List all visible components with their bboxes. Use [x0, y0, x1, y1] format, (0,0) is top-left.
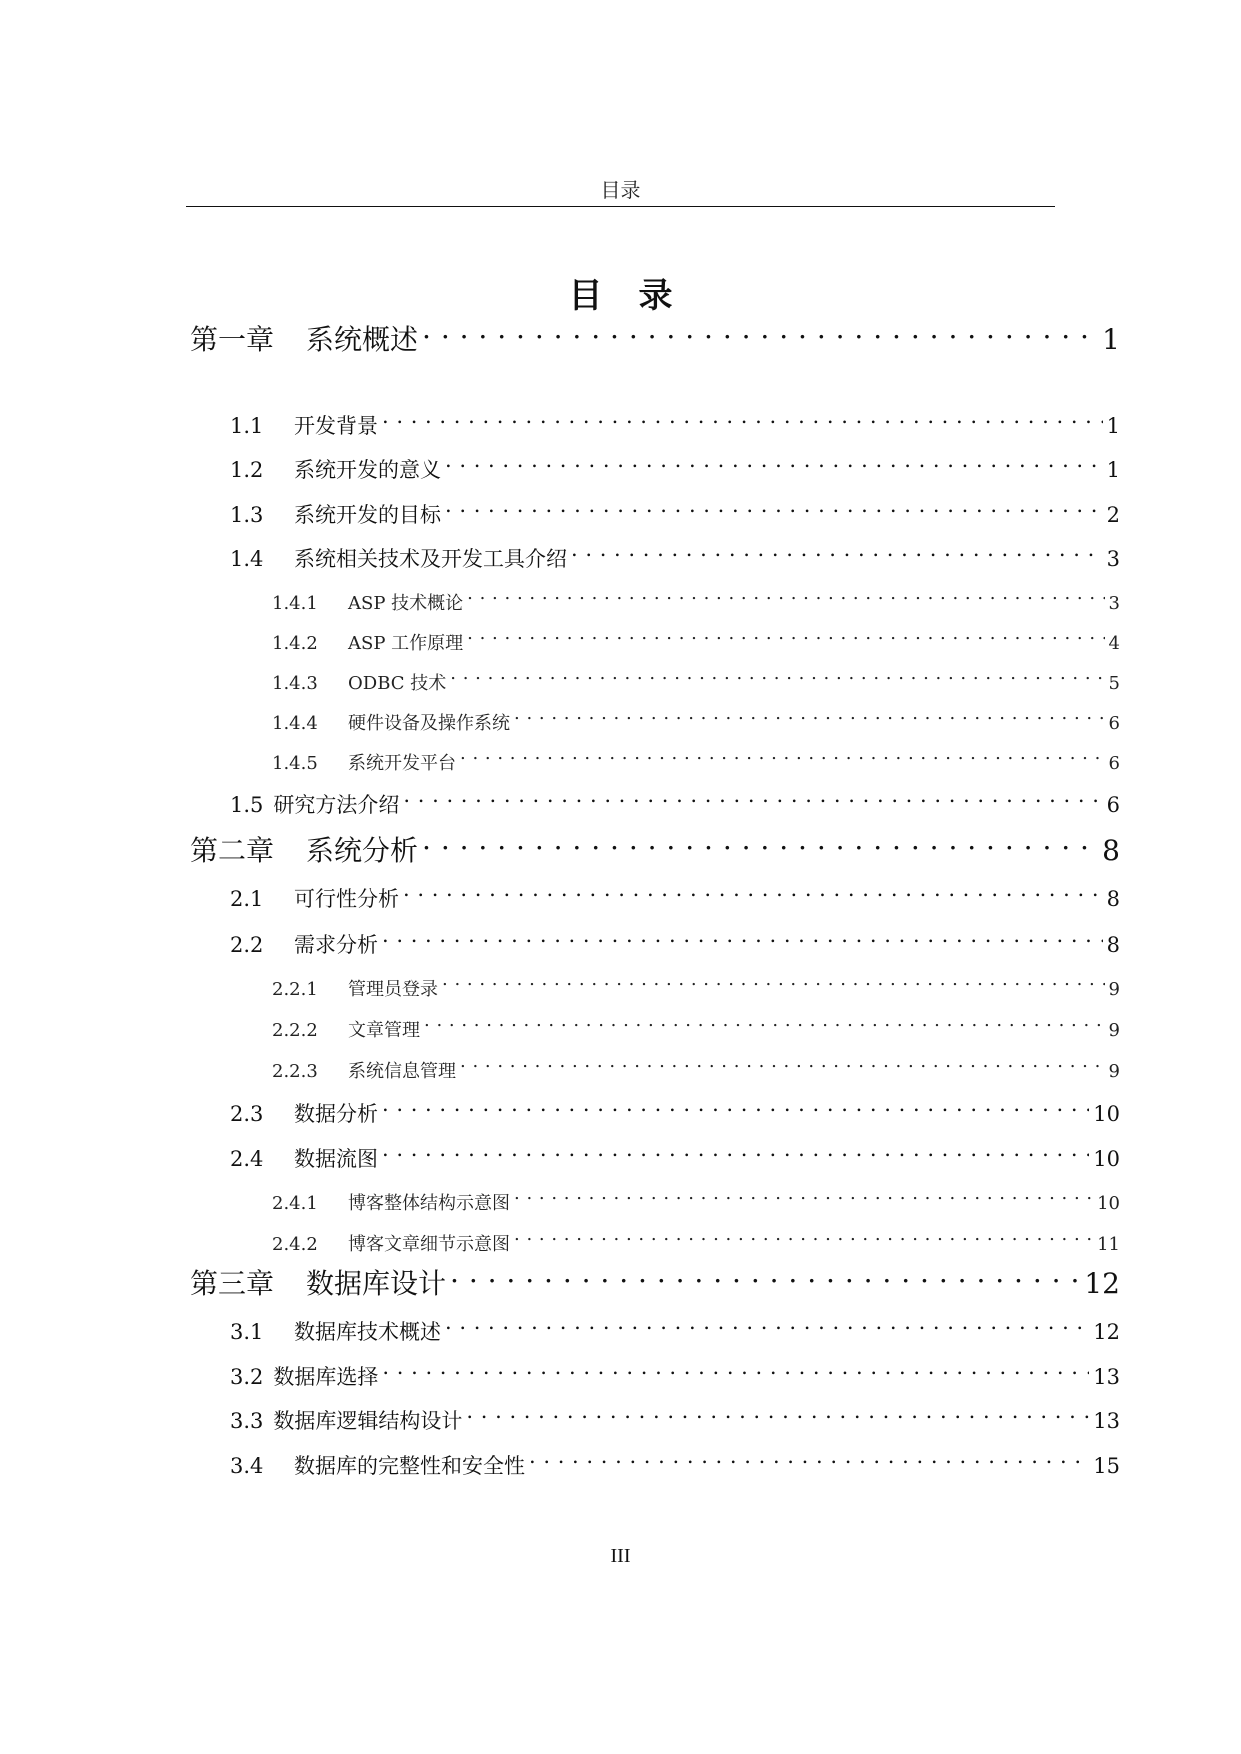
toc-leader-dots	[467, 591, 1104, 609]
toc-section-entry[interactable]	[230, 1097, 1120, 1131]
toc-entry-number: 第三章	[190, 1267, 275, 1300]
toc-entry-number: 1.4	[230, 547, 264, 571]
toc-subsection-entry[interactable]	[272, 1230, 1120, 1260]
toc-section-entry[interactable]	[230, 788, 1120, 822]
toc-section-entry[interactable]	[230, 928, 1120, 962]
toc-entry-label: 系统开发的目标	[294, 503, 441, 527]
toc-entry-page: 8	[1106, 933, 1120, 957]
toc-chapter-entry[interactable]	[190, 320, 1120, 360]
toc-entry-number: 2.3	[230, 1102, 264, 1126]
toc-section-entry[interactable]	[230, 1360, 1120, 1394]
toc-entry-label: 数据库技术概述	[294, 1320, 441, 1344]
toc-entry-number: 1.5	[230, 793, 264, 817]
toc-entry-page: 2	[1106, 503, 1120, 527]
toc-leader-dots	[422, 321, 1098, 349]
toc-entry-number: 2.2.1	[272, 979, 318, 1000]
toc-leader-dots	[450, 1265, 1080, 1293]
toc-leader-dots	[445, 1318, 1089, 1339]
toc-subsection-entry[interactable]	[272, 709, 1120, 739]
toc-entry-page: 8	[1106, 887, 1120, 911]
toc-entry-number: 2.1	[230, 887, 264, 911]
toc-entry-label: 系统分析	[306, 834, 419, 867]
toc-entry-page: 10	[1097, 1193, 1120, 1214]
toc-entry-page: 6	[1108, 753, 1120, 774]
toc-entry-page: 6	[1106, 793, 1120, 817]
toc-entry-number: 1.2	[230, 458, 264, 482]
toc-leader-dots	[467, 631, 1104, 649]
toc-entry-page: 10	[1093, 1147, 1120, 1171]
toc-entry-label: 系统相关技术及开发工具介绍	[294, 547, 567, 571]
toc-entry-label: ASP 工作原理	[348, 633, 464, 654]
toc-leader-dots	[514, 1232, 1093, 1250]
toc-subsection-entry[interactable]	[272, 975, 1120, 1005]
toc-leader-dots	[382, 931, 1103, 952]
toc-entry-label: 管理员登录	[348, 979, 438, 1000]
toc-leader-dots	[403, 791, 1102, 812]
toc-leader-dots	[424, 1018, 1105, 1036]
toc-entry-label: 博客文章细节示意图	[348, 1234, 510, 1255]
toc-leader-dots	[450, 671, 1104, 689]
toc-entry-page: 13	[1093, 1409, 1120, 1433]
toc-entry-page: 12	[1084, 1267, 1120, 1300]
toc-entry-number: 2.4	[230, 1147, 264, 1171]
toc-entry-label: 开发背景	[294, 414, 378, 438]
toc-leader-dots	[514, 711, 1105, 729]
toc-section-entry[interactable]	[230, 1315, 1120, 1349]
toc-entry-number: 2.2	[230, 933, 264, 957]
toc-entry-number: 1.1	[230, 414, 264, 438]
toc-subsection-entry[interactable]	[272, 669, 1120, 699]
toc-chapter-entry[interactable]	[190, 831, 1120, 871]
toc-entry-page: 3	[1108, 593, 1120, 614]
toc-entry-page: 9	[1108, 1020, 1120, 1041]
toc-entry-label: ASP 技术概论	[348, 593, 464, 614]
toc-entry-number: 2.2.3	[272, 1061, 318, 1082]
toc-entry-page: 12	[1093, 1320, 1120, 1344]
toc-leader-dots	[382, 1145, 1089, 1166]
toc-entry-label: 数据库选择	[273, 1365, 379, 1389]
page-number: III	[610, 1545, 631, 1567]
toc-leader-dots	[445, 456, 1103, 477]
toc-entry-number: 2.4.2	[272, 1234, 318, 1255]
toc-section-entry[interactable]	[230, 453, 1120, 487]
toc-section-entry[interactable]	[230, 1404, 1120, 1438]
toc-entry-page: 8	[1102, 834, 1120, 867]
toc-subsection-entry[interactable]	[272, 1016, 1120, 1046]
toc-leader-dots	[403, 885, 1103, 906]
toc-entry-number: 第二章	[190, 834, 275, 867]
toc-entry-label: 系统信息管理	[348, 1061, 456, 1082]
toc-subsection-entry[interactable]	[272, 629, 1120, 659]
toc-entry-number: 3.1	[230, 1320, 264, 1344]
toc-chapter-entry[interactable]	[190, 1264, 1120, 1304]
toc-section-entry[interactable]	[230, 1142, 1120, 1176]
toc-leader-dots	[445, 501, 1103, 522]
toc-entry-page: 6	[1108, 713, 1120, 734]
toc-entry-number: 1.3	[230, 503, 264, 527]
toc-entry-label: 硬件设备及操作系统	[348, 713, 510, 734]
toc-entry-label: 数据流图	[294, 1147, 378, 1171]
toc-subsection-entry[interactable]	[272, 1189, 1120, 1219]
running-header: 目录	[600, 178, 641, 202]
toc-entry-label: 数据库逻辑结构设计	[273, 1409, 463, 1433]
toc-section-entry[interactable]	[230, 1449, 1120, 1483]
toc-entry-number: 2.2.2	[272, 1020, 318, 1041]
toc-leader-dots	[466, 1407, 1089, 1428]
toc-entry-label: 研究方法介绍	[273, 793, 400, 817]
toc-entry-number: 3.4	[230, 1454, 264, 1478]
toc-entry-page: 13	[1093, 1365, 1120, 1389]
toc-entry-page: 11	[1097, 1234, 1120, 1255]
toc-entry-label: 数据库的完整性和安全性	[294, 1454, 525, 1478]
toc-leader-dots	[571, 545, 1103, 566]
toc-entry-page: 10	[1093, 1102, 1120, 1126]
toc-entry-number: 2.4.1	[272, 1193, 318, 1214]
toc-entry-label: 需求分析	[294, 933, 378, 957]
toc-entry-label: 博客整体结构示意图	[348, 1193, 510, 1214]
toc-section-entry[interactable]	[230, 498, 1120, 532]
toc-leader-dots	[514, 1191, 1093, 1209]
toc-leader-dots	[422, 832, 1098, 860]
toc-entry-label: 数据库设计	[306, 1267, 447, 1300]
toc-entry-number: 1.4.1	[272, 593, 318, 614]
toc-entry-page: 9	[1108, 1061, 1120, 1082]
toc-subsection-entry[interactable]	[272, 1057, 1120, 1087]
toc-entry-page: 9	[1108, 979, 1120, 1000]
toc-entry-number: 3.3	[230, 1409, 264, 1433]
toc-leader-dots	[382, 412, 1103, 433]
toc-entry-label: ODBC 技术	[348, 673, 447, 694]
toc-entry-page: 1	[1106, 458, 1120, 482]
toc-entry-label: 系统开发的意义	[294, 458, 441, 482]
toc-entry-page: 3	[1106, 547, 1120, 571]
toc-entry-label: 系统开发平台	[348, 753, 456, 774]
toc-entry-number: 第一章	[190, 323, 275, 356]
toc-leader-dots	[442, 977, 1105, 995]
toc-entry-number: 1.4.3	[272, 673, 318, 694]
toc-entry-number: 1.4.4	[272, 713, 318, 734]
toc-section-entry[interactable]	[230, 542, 1120, 576]
toc-entry-page: 1	[1106, 414, 1120, 438]
toc-section-entry[interactable]	[230, 882, 1120, 916]
toc-entry-number: 1.4.2	[272, 633, 318, 654]
toc-entry-page: 4	[1108, 633, 1120, 654]
toc-entry-label: 系统概述	[306, 323, 419, 356]
toc-entry-number: 1.4.5	[272, 753, 318, 774]
toc-section-entry[interactable]	[230, 409, 1120, 443]
toc-leader-dots	[382, 1363, 1089, 1384]
page-title: 目录	[568, 276, 709, 316]
toc-entry-page: 1	[1102, 323, 1120, 356]
toc-entry-label: 数据分析	[294, 1102, 378, 1126]
toc-entry-number: 3.2	[230, 1365, 264, 1389]
toc-leader-dots	[460, 751, 1105, 769]
toc-leader-dots	[460, 1059, 1105, 1077]
toc-entry-label: 可行性分析	[294, 887, 399, 911]
toc-entry-page: 5	[1108, 673, 1120, 694]
toc-subsection-entry[interactable]	[272, 749, 1120, 779]
toc-entry-page: 15	[1093, 1454, 1120, 1478]
toc-leader-dots	[529, 1452, 1089, 1473]
toc-subsection-entry[interactable]	[272, 589, 1120, 619]
toc-entry-label: 文章管理	[348, 1020, 420, 1041]
toc-leader-dots	[382, 1100, 1089, 1121]
